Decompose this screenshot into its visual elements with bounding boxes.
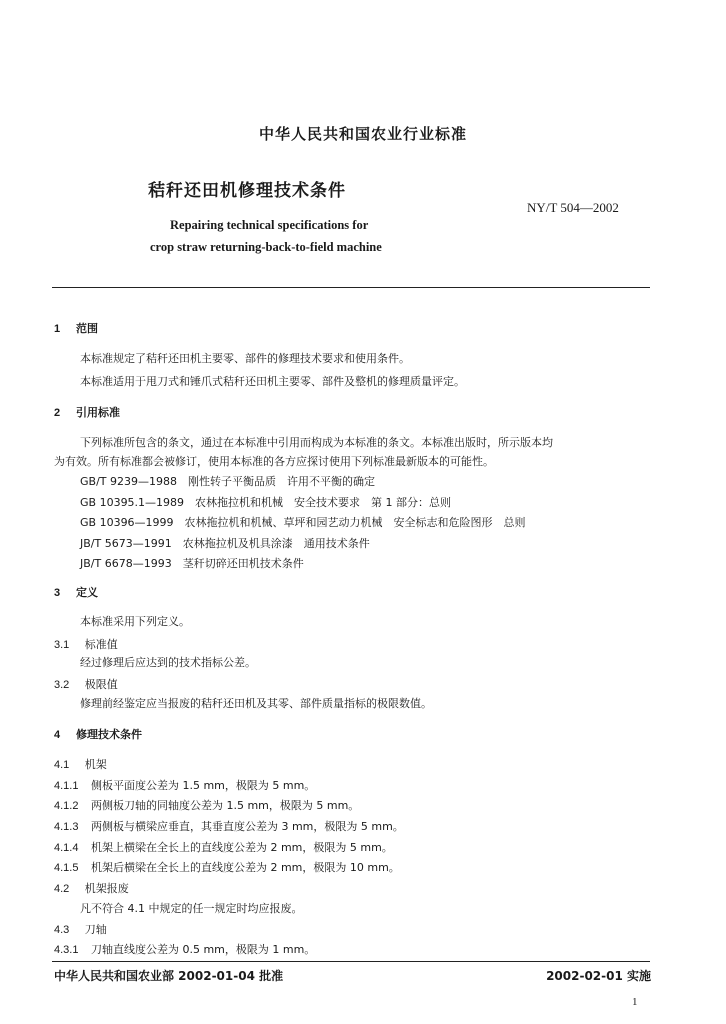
section-2-heading: 2 引用标准 [54,406,120,419]
reference-item: JB/T 6678—1993 茎秆切碎还田机技术条件 [80,557,304,570]
section-2-paragraph-line-2: 为有效。所有标准都会被修订，使用本标准的各方应探讨使用下列标准最新版本的可能性。 [54,455,494,468]
definition-3-1-heading: 3.1 标准值 [54,638,118,651]
definition-3-2-text: 修理前经鉴定应当报废的秸秆还田机及其零、部件质量指标的极限数值。 [80,697,432,710]
subsection-4-2-heading: 4.2 机架报废 [54,882,129,895]
standard-number: NY/T 504—2002 [527,200,619,215]
document-title: 秸秆还田机修理技术条件 [148,181,346,201]
clause-item: 4.1.3 两侧板与横梁应垂直，其垂直度公差为 3 mm，极限为 5 mm。 [54,820,404,833]
top-divider [52,287,650,288]
standard-title: 中华人民共和国农业行业标准 [258,125,467,143]
clause-4-3-1: 4.3.1 刀轴直线度公差为 0.5 mm，极限为 1 mm。 [54,943,316,956]
reference-item: JB/T 5673—1991 农林拖拉机及机具涂漆 通用技术条件 [80,537,370,550]
section-3-heading: 3 定义 [54,586,98,599]
section-1-paragraph-2: 本标准适用于甩刀式和锤爪式秸秆还田机主要零、部件及整机的修理质量评定。 [80,375,465,388]
clause-item: 4.1.1 侧板平面度公差为 1.5 mm，极限为 5 mm。 [54,779,316,792]
clause-item: 4.1.4 机架上横梁在全长上的直线度公差为 2 mm，极限为 5 mm。 [54,841,393,854]
reference-item: GB 10395.1—1989 农林拖拉机和机械 安全技术要求 第 1 部分：总则 [80,496,452,509]
clause-item: 4.1.2 两侧板刀轴的同轴度公差为 1.5 mm，极限为 5 mm。 [54,799,360,812]
reference-item: GB 10396—1999 农林拖拉机和机械、草坪和园艺动力机械 安全标志和危险图形 总则 [80,516,526,529]
reference-item: GB/T 9239—1988 刚性转子平衡品质 许用不平衡的确定 [80,475,375,488]
clause-item: 4.1.5 机架后横梁在全长上的直线度公差为 2 mm，极限为 10 mm。 [54,861,400,874]
section-2-paragraph-line-1: 下列标准所包含的条文，通过在本标准中引用而构成为本标准的条文。本标准出版时，所示版本均 [80,436,553,449]
definition-3-1-text: 经过修理后应达到的技术指标公差。 [80,656,256,669]
page-number: 1 [632,996,638,1008]
section-1-heading: 1 范围 [54,322,98,335]
bottom-divider [52,961,650,962]
definition-3-2-heading: 3.2 极限值 [54,678,118,691]
english-title-line-2: crop straw returning-back-to-field machine [150,240,382,254]
implementation-date: 2002-02-01 实施 [546,969,651,983]
section-3-intro: 本标准采用下列定义。 [80,615,190,628]
english-title-line-1: Repairing technical specifications for [170,218,369,232]
subsection-4-3-heading: 4.3 刀轴 [54,923,107,936]
section-1-paragraph-1: 本标准规定了秸秆还田机主要零、部件的修理技术要求和使用条件。 [80,352,410,365]
subsection-4-1-heading: 4.1 机架 [54,758,107,771]
approval-info: 中华人民共和国农业部 2002-01-04 批准 [54,969,284,983]
section-4-heading: 4 修理技术条件 [54,728,142,741]
subsection-4-2-text: 凡不符合 4.1 中规定的任一规定时均应报废。 [80,902,303,915]
